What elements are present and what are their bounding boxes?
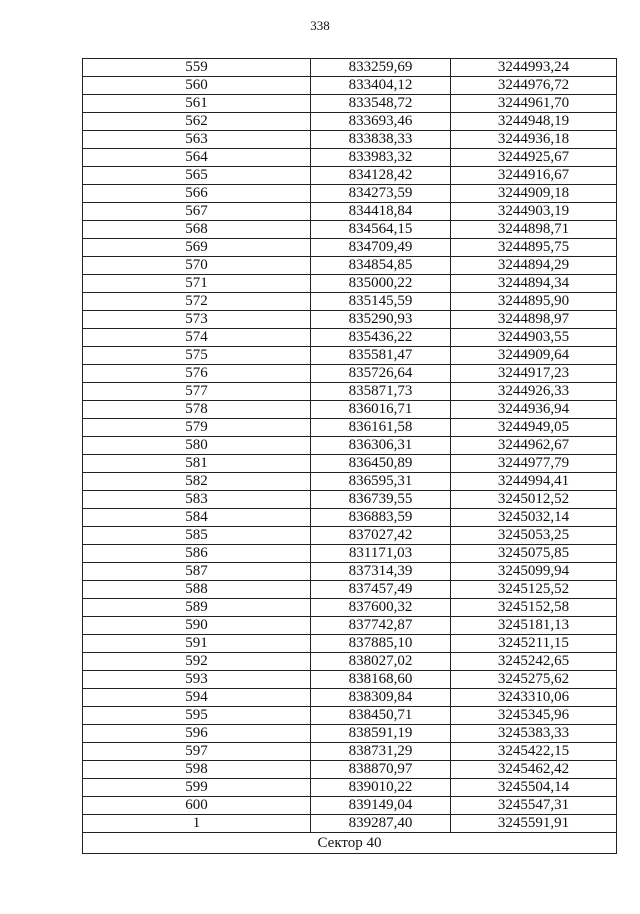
table-row [83,311,617,329]
x-coordinate-cell: 838027,02 [311,653,451,671]
y-coordinate-cell: 3244936,94 [451,401,617,419]
x-coordinate-cell: 837600,32 [311,599,451,617]
table-row [83,365,617,383]
x-coordinate-cell: 835581,47 [311,347,451,365]
point-number-cell: 563 [83,131,311,149]
point-number-cell: 589 [83,599,311,617]
table-row [83,761,617,779]
point-number-cell: 597 [83,743,311,761]
point-number-cell: 581 [83,455,311,473]
y-coordinate-cell: 3244936,18 [451,131,617,149]
point-number-cell: 599 [83,779,311,797]
y-coordinate-cell: 3244903,19 [451,203,617,221]
page-number: 338 [310,18,330,33]
y-coordinate-cell: 3245591,91 [451,815,617,833]
x-coordinate-cell: 833693,46 [311,113,451,131]
point-number-cell: 562 [83,113,311,131]
table-row [83,563,617,581]
table-row [83,545,617,563]
point-number-cell: 594 [83,689,311,707]
y-coordinate-cell: 3244977,79 [451,455,617,473]
x-coordinate-cell: 833548,72 [311,95,451,113]
y-coordinate-cell: 3244962,67 [451,437,617,455]
x-coordinate-cell: 834564,15 [311,221,451,239]
y-coordinate-cell: 3245345,96 [451,707,617,725]
x-coordinate-cell: 837027,42 [311,527,451,545]
table-row [83,725,617,743]
table-row [83,797,617,815]
x-coordinate-cell: 835726,64 [311,365,451,383]
x-coordinate-cell: 836739,55 [311,491,451,509]
table-row [83,149,617,167]
point-number-cell: 595 [83,707,311,725]
table-row [83,527,617,545]
table-row [83,689,617,707]
table-row [83,455,617,473]
y-coordinate-cell: 3245462,42 [451,761,617,779]
y-coordinate-cell: 3244917,23 [451,365,617,383]
point-number-cell: 559 [83,59,311,77]
point-number-cell: 1 [83,815,311,833]
x-coordinate-cell: 835000,22 [311,275,451,293]
point-number-cell: 579 [83,419,311,437]
x-coordinate-cell: 838870,97 [311,761,451,779]
point-number-cell: 575 [83,347,311,365]
y-coordinate-cell: 3244895,90 [451,293,617,311]
point-number-cell: 585 [83,527,311,545]
table-row [83,473,617,491]
point-number-cell: 587 [83,563,311,581]
point-number-cell: 600 [83,797,311,815]
point-number-cell: 580 [83,437,311,455]
y-coordinate-cell: 3243310,06 [451,689,617,707]
table-row [83,347,617,365]
x-coordinate-cell: 837885,10 [311,635,451,653]
y-coordinate-cell: 3245422,15 [451,743,617,761]
y-coordinate-cell: 3244916,67 [451,167,617,185]
y-coordinate-cell: 3244948,19 [451,113,617,131]
x-coordinate-cell: 831171,03 [311,545,451,563]
x-coordinate-cell: 838168,60 [311,671,451,689]
point-number-cell: 571 [83,275,311,293]
x-coordinate-cell: 836595,31 [311,473,451,491]
x-coordinate-cell: 836883,59 [311,509,451,527]
point-number-cell: 576 [83,365,311,383]
y-coordinate-cell: 3244961,70 [451,95,617,113]
point-number-cell: 590 [83,617,311,635]
table-row [83,257,617,275]
x-coordinate-cell: 835145,59 [311,293,451,311]
table-row [83,779,617,797]
x-coordinate-cell: 835436,22 [311,329,451,347]
x-coordinate-cell: 834128,42 [311,167,451,185]
x-coordinate-cell: 838450,71 [311,707,451,725]
table-row [83,113,617,131]
table-row [83,167,617,185]
x-coordinate-cell: 837457,49 [311,581,451,599]
table-row [83,401,617,419]
point-number-cell: 577 [83,383,311,401]
y-coordinate-cell: 3244903,55 [451,329,617,347]
y-coordinate-cell: 3244926,33 [451,383,617,401]
table-row [83,509,617,527]
y-coordinate-cell: 3245383,33 [451,725,617,743]
sector-label: Сектор 40 [83,833,617,854]
y-coordinate-cell: 3245099,94 [451,563,617,581]
x-coordinate-cell: 839149,04 [311,797,451,815]
x-coordinate-cell: 834273,59 [311,185,451,203]
x-coordinate-cell: 833838,33 [311,131,451,149]
x-coordinate-cell: 836450,89 [311,455,451,473]
point-number-cell: 598 [83,761,311,779]
x-coordinate-cell: 836306,31 [311,437,451,455]
table-row [83,653,617,671]
x-coordinate-cell: 834854,85 [311,257,451,275]
point-number-cell: 564 [83,149,311,167]
x-coordinate-cell: 834418,84 [311,203,451,221]
x-coordinate-cell: 833983,32 [311,149,451,167]
point-number-cell: 578 [83,401,311,419]
point-number-cell: 561 [83,95,311,113]
y-coordinate-cell: 3245211,15 [451,635,617,653]
point-number-cell: 568 [83,221,311,239]
x-coordinate-cell: 836161,58 [311,419,451,437]
y-coordinate-cell: 3244898,97 [451,311,617,329]
x-coordinate-cell: 837314,39 [311,563,451,581]
x-coordinate-cell: 838309,84 [311,689,451,707]
table-row [83,419,617,437]
point-number-cell: 583 [83,491,311,509]
y-coordinate-cell: 3244909,64 [451,347,617,365]
point-number-cell: 572 [83,293,311,311]
table-row [83,185,617,203]
coordinates-table [82,58,617,854]
y-coordinate-cell: 3244898,71 [451,221,617,239]
x-coordinate-cell: 839010,22 [311,779,451,797]
y-coordinate-cell: 3244925,67 [451,149,617,167]
table-row [83,293,617,311]
point-number-cell: 574 [83,329,311,347]
y-coordinate-cell: 3244993,24 [451,59,617,77]
table-row [83,707,617,725]
point-number-cell: 596 [83,725,311,743]
table-row [83,599,617,617]
table-row [83,437,617,455]
x-coordinate-cell: 835871,73 [311,383,451,401]
point-number-cell: 591 [83,635,311,653]
y-coordinate-cell: 3245242,65 [451,653,617,671]
y-coordinate-cell: 3245547,31 [451,797,617,815]
point-number-cell: 566 [83,185,311,203]
table-row [83,635,617,653]
y-coordinate-cell: 3244909,18 [451,185,617,203]
x-coordinate-cell: 834709,49 [311,239,451,257]
point-number-cell: 588 [83,581,311,599]
table-row [83,77,617,95]
y-coordinate-cell: 3245075,85 [451,545,617,563]
y-coordinate-cell: 3245053,25 [451,527,617,545]
x-coordinate-cell: 838731,29 [311,743,451,761]
table-row [83,275,617,293]
y-coordinate-cell: 3245504,14 [451,779,617,797]
point-number-cell: 586 [83,545,311,563]
point-number-cell: 569 [83,239,311,257]
table-row [83,671,617,689]
x-coordinate-cell: 836016,71 [311,401,451,419]
table-row [83,59,617,77]
table-row [83,743,617,761]
y-coordinate-cell: 3244895,75 [451,239,617,257]
table-row [83,221,617,239]
y-coordinate-cell: 3245125,52 [451,581,617,599]
table-row [83,383,617,401]
y-coordinate-cell: 3244894,29 [451,257,617,275]
point-number-cell: 565 [83,167,311,185]
table-row [83,815,617,833]
y-coordinate-cell: 3245181,13 [451,617,617,635]
x-coordinate-cell: 835290,93 [311,311,451,329]
point-number-cell: 573 [83,311,311,329]
point-number-cell: 567 [83,203,311,221]
y-coordinate-cell: 3244976,72 [451,77,617,95]
sector-footer-row [83,833,617,854]
table-row [83,491,617,509]
point-number-cell: 592 [83,653,311,671]
table-row [83,239,617,257]
point-number-cell: 560 [83,77,311,95]
x-coordinate-cell: 833404,12 [311,77,451,95]
x-coordinate-cell: 833259,69 [311,59,451,77]
point-number-cell: 582 [83,473,311,491]
point-number-cell: 593 [83,671,311,689]
x-coordinate-cell: 838591,19 [311,725,451,743]
table-row [83,581,617,599]
y-coordinate-cell: 3244994,41 [451,473,617,491]
point-number-cell: 584 [83,509,311,527]
table-row [83,203,617,221]
table-row [83,617,617,635]
x-coordinate-cell: 837742,87 [311,617,451,635]
y-coordinate-cell: 3244894,34 [451,275,617,293]
y-coordinate-cell: 3244949,05 [451,419,617,437]
x-coordinate-cell: 839287,40 [311,815,451,833]
y-coordinate-cell: 3245275,62 [451,671,617,689]
table-row [83,95,617,113]
coordinates-table-body [83,59,617,854]
y-coordinate-cell: 3245152,58 [451,599,617,617]
table-row [83,329,617,347]
table-row [83,131,617,149]
y-coordinate-cell: 3245012,52 [451,491,617,509]
y-coordinate-cell: 3245032,14 [451,509,617,527]
point-number-cell: 570 [83,257,311,275]
